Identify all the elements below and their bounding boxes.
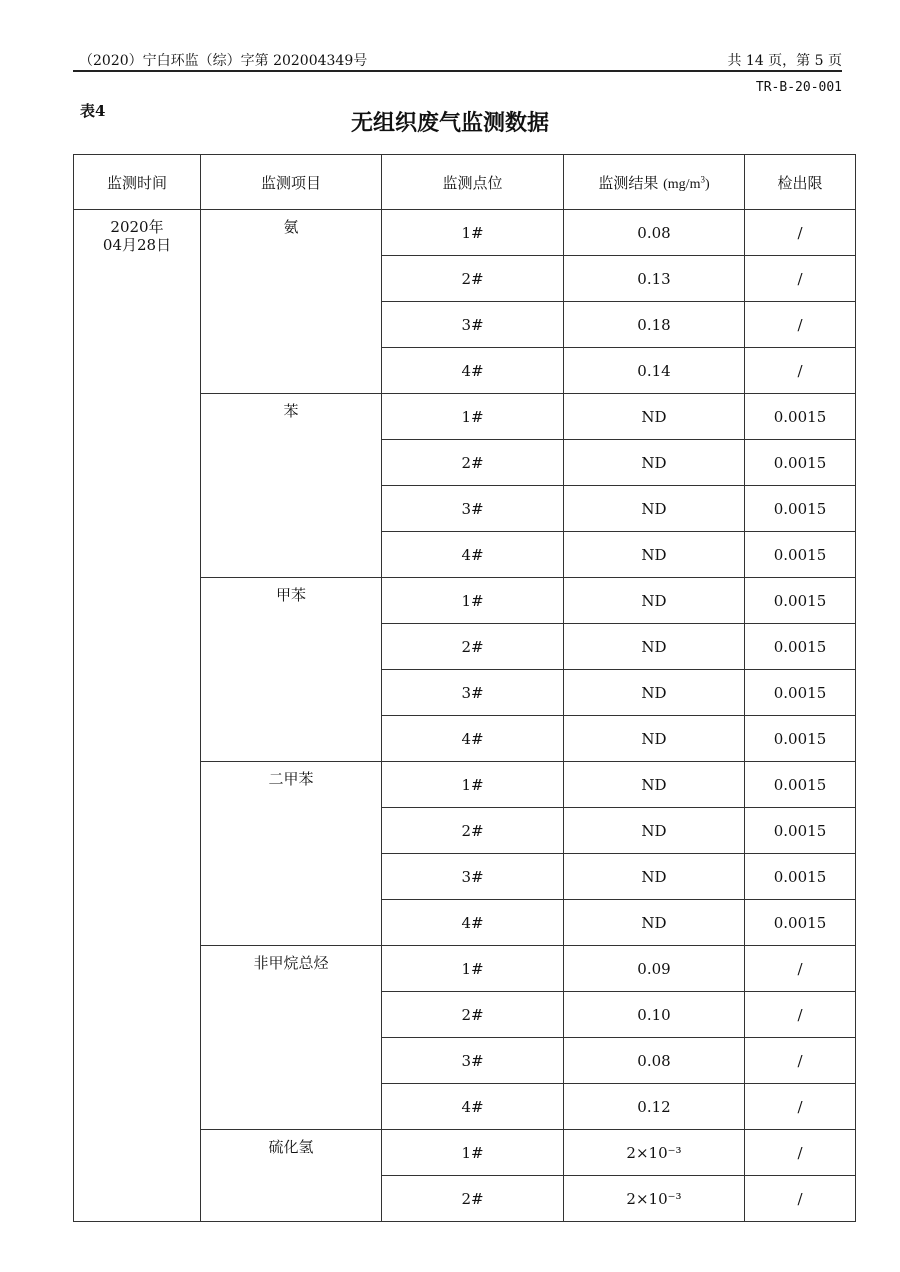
result-cell: ND [564,716,745,762]
limit-cell: / [745,302,856,348]
result-cell: ND [564,900,745,946]
monitor-time-cell [74,578,201,762]
point-cell: 4# [382,716,564,762]
point-cell: 2# [382,624,564,670]
result-cell: ND [564,486,745,532]
point-cell: 1# [382,578,564,624]
result-cell: ND [564,624,745,670]
table-row [74,762,856,808]
unit-text: (mg/m [663,176,701,192]
limit-cell: 0.0015 [745,716,856,762]
limit-cell: / [745,210,856,256]
result-cell: ND [564,854,745,900]
result-cell: ND [564,578,745,624]
point-cell: 3# [382,1038,564,1084]
result-cell: 0.10 [564,992,745,1038]
monitor-time-cell [74,394,201,578]
limit-cell: / [745,992,856,1038]
page-title: 无组织废气监测数据 [350,110,549,136]
header-result-unit [663,173,710,192]
monitor-item-cell: 非甲烷总烃 [201,946,382,1130]
point-cell: 3# [382,486,564,532]
point-cell: 1# [382,1130,564,1176]
result-cell: 0.13 [564,256,745,302]
monitor-time-cell [74,762,201,946]
limit-cell: / [745,348,856,394]
result-cell: 0.08 [564,210,745,256]
result-cell: 0.08 [564,1038,745,1084]
monitoring-data-table [73,154,856,1222]
table-row [74,1130,856,1176]
result-cell: 0.14 [564,348,745,394]
limit-cell: 0.0015 [745,578,856,624]
header-monitor-result [564,155,745,210]
point-cell: 3# [382,302,564,348]
result-cell: ND [564,670,745,716]
point-cell: 4# [382,900,564,946]
page-info: 共 14 页，第 5 页 [727,53,842,69]
unit-superscript: 3 [700,173,705,184]
table-row [74,578,856,624]
header-monitor-time: 监测时间 [74,155,201,210]
result-cell: ND [564,440,745,486]
point-cell: 4# [382,532,564,578]
point-cell: 4# [382,348,564,394]
table-number: 表4 [80,102,106,120]
point-cell: 3# [382,854,564,900]
monitor-item-cell: 二甲苯 [201,762,382,946]
result-cell: ND [564,808,745,854]
table-row [74,210,856,256]
limit-cell: 0.0015 [745,624,856,670]
header-result-label: 监测结果 [598,173,664,192]
result-cell: ND [564,532,745,578]
point-cell: 2# [382,1176,564,1222]
header-detection-limit: 检出限 [745,155,856,210]
monitor-item-cell: 苯 [201,394,382,578]
header-monitor-item: 监测项目 [201,155,382,210]
point-cell: 2# [382,440,564,486]
monitor-date-year: 2020年 [110,218,164,236]
limit-cell: / [745,1176,856,1222]
limit-cell: 0.0015 [745,670,856,716]
limit-cell: 0.0015 [745,854,856,900]
unit-close: ) [704,176,710,192]
point-cell: 1# [382,210,564,256]
limit-cell: / [745,1130,856,1176]
result-cell: 2×10⁻³ [564,1176,745,1222]
monitor-time-cell [74,946,201,1130]
limit-cell: 0.0015 [745,762,856,808]
limit-cell: 0.0015 [745,394,856,440]
monitor-item-cell: 硫化氢 [201,1130,382,1222]
limit-cell: 0.0015 [745,808,856,854]
limit-cell: 0.0015 [745,900,856,946]
header-monitor-point: 监测点位 [382,155,564,210]
point-cell: 2# [382,992,564,1038]
monitor-time-cell [74,210,201,394]
table-row [74,946,856,992]
limit-cell: / [745,1084,856,1130]
table-body [74,210,856,1222]
table-header-row [74,155,856,210]
header-divider [73,70,842,72]
limit-cell: 0.0015 [745,486,856,532]
point-cell: 4# [382,1084,564,1130]
result-cell: ND [564,394,745,440]
limit-cell: 0.0015 [745,532,856,578]
table-row [74,394,856,440]
document-code: TR-B-20-001 [755,80,842,95]
result-cell: 2×10⁻³ [564,1130,745,1176]
monitor-item-cell: 氨 [201,210,382,394]
result-cell: 0.18 [564,302,745,348]
point-cell: 2# [382,808,564,854]
point-cell: 1# [382,394,564,440]
point-cell: 2# [382,256,564,302]
result-cell: ND [564,762,745,808]
report-number: （2020）宁白环监（综）字第 202004349号 [79,53,368,69]
limit-cell: 0.0015 [745,440,856,486]
result-cell: 0.12 [564,1084,745,1130]
point-cell: 1# [382,946,564,992]
result-cell: 0.09 [564,946,745,992]
point-cell: 1# [382,762,564,808]
limit-cell: / [745,946,856,992]
limit-cell: / [745,1038,856,1084]
monitor-item-cell: 甲苯 [201,578,382,762]
monitor-date-day: 04月28日 [102,236,172,254]
monitor-time-cell [74,1130,201,1222]
limit-cell: / [745,256,856,302]
point-cell: 3# [382,670,564,716]
